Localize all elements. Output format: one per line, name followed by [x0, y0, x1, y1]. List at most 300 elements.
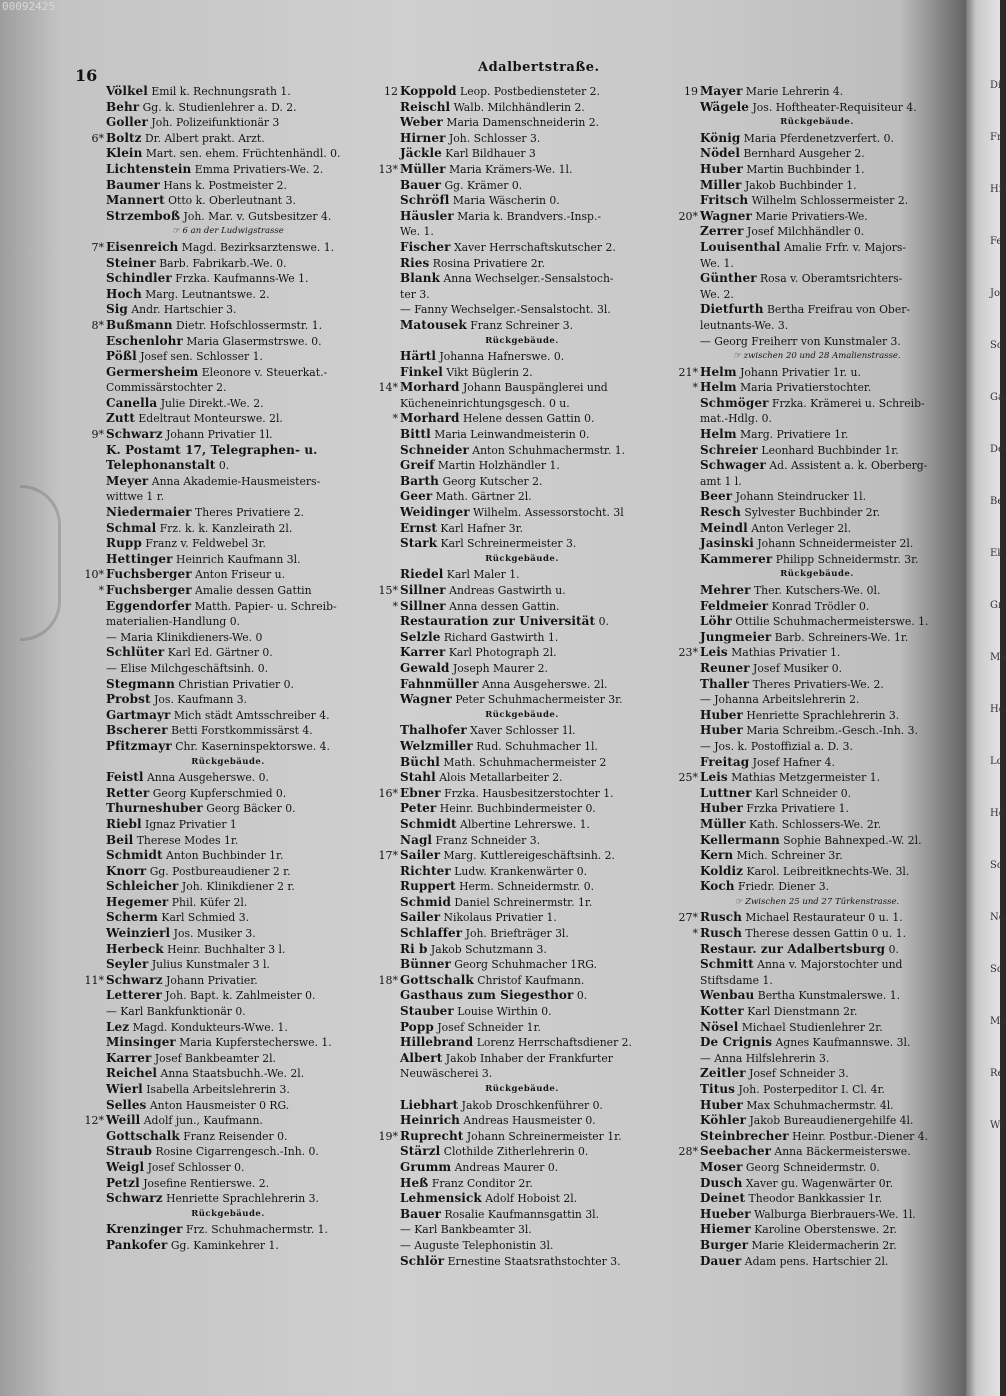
resident-details: Theres Privatiers-We. 2. — [749, 677, 884, 691]
resident-name: Welzmiller — [400, 738, 473, 753]
resident-details: Josef Schlosser 0. — [144, 1160, 245, 1174]
directory-entry — [78, 723, 378, 739]
resident-details: Emil k. Rechnungsrath 1. — [147, 85, 291, 98]
resident-name: Wagner — [400, 692, 452, 707]
directory-entry — [78, 318, 378, 334]
resident-name: Fuchsberger — [106, 583, 192, 597]
resident-details: Joh. Schlosser 3. — [445, 131, 541, 145]
house-number: 12 — [384, 85, 398, 98]
resident-details: Joh. Bapt. k. Zahlmeister 0. — [161, 989, 316, 1003]
resident-name: Ernst — [400, 520, 437, 535]
resident-name: Wagner — [700, 208, 752, 223]
resident-details: — Karl Bankbeamter 3l. — [400, 1223, 532, 1237]
house-number: 20* — [678, 209, 698, 223]
directory-entry — [78, 287, 378, 303]
resident-name: Peter — [400, 801, 437, 816]
resident-name: Nödel — [700, 146, 741, 161]
resident-name: Schmal — [106, 520, 157, 535]
resident-details: Anna Akademie-Hausmeisters- — [148, 474, 321, 488]
directory-entry — [372, 723, 672, 739]
directory-entry — [78, 131, 378, 147]
resident-name: Louisenthal — [700, 239, 781, 254]
directory-entry — [372, 521, 672, 537]
resident-name: K. Postamt 17, Telegraphen- u. — [106, 442, 318, 457]
resident-name: Feldmeier — [700, 598, 769, 613]
directory-entry — [672, 396, 962, 412]
resident-details: Theodor Bankkassier 1r. — [745, 1192, 883, 1206]
resident-name: Blank — [400, 271, 441, 286]
resident-name: Dauer — [700, 1253, 742, 1268]
resident-name: Probst — [106, 692, 151, 707]
directory-entry — [372, 973, 672, 989]
resident-details: Theres Privatiere 2. — [191, 506, 304, 520]
directory-entry — [372, 256, 672, 272]
directory-entry — [672, 146, 962, 162]
resident-details: Konrad Trödler 0. — [768, 599, 870, 613]
house-number: 28* — [678, 1145, 698, 1159]
resident-details: Bertha Freifrau von Ober- — [763, 303, 911, 317]
directory-entry — [78, 708, 378, 724]
resident-name: Weinzierl — [106, 926, 171, 941]
resident-details: Anton Buchbinder 1r. — [162, 849, 284, 863]
resident-details: Neuwäscherei 3. — [400, 1067, 493, 1081]
resident-details: Clothilde Zitherlehrerin 0. — [440, 1145, 589, 1159]
resident-details: Anton Verleger 2l. — [747, 521, 852, 535]
resident-name: Schleicher — [106, 879, 179, 894]
house-number: 23* — [678, 646, 698, 660]
directory-entry — [672, 645, 962, 661]
resident-details: Anna v. Majorstochter und — [753, 958, 903, 972]
directory-entry — [78, 84, 378, 100]
section-header: Rückgebäude. — [485, 335, 559, 346]
resident-details: Johann Privatier. — [162, 973, 258, 987]
resident-name: Dusch — [700, 1175, 743, 1190]
directory-entry — [78, 100, 378, 116]
resident-name: Moser — [700, 1159, 743, 1174]
resident-name: Canella — [106, 395, 158, 410]
house-number: * — [392, 599, 398, 613]
resident-details: Anton Hausmeister 0 RG. — [146, 1098, 290, 1112]
directory-entry — [372, 879, 672, 895]
resident-details: 0. — [595, 615, 609, 629]
resident-details: Rosalie Kaufmannsgattin 3l. — [441, 1207, 600, 1221]
directory-entry — [78, 1113, 378, 1129]
directory-entry — [372, 287, 672, 303]
resident-details: Gg. Kaminkehrer 1. — [167, 1238, 279, 1252]
resident-details: — Elise Milchgeschäftsinh. 0. — [106, 661, 269, 675]
resident-details: Wilhelm Schlossermeister 2. — [748, 194, 909, 208]
resident-details: Maria Privatierstochter. — [736, 381, 872, 395]
directory-entry — [672, 334, 962, 350]
resident-details: Hans k. Postmeister 2. — [159, 178, 287, 192]
resident-details: Johanna Hafnerswe. 0. — [436, 350, 565, 364]
resident-details: Rud. Schuhmacher 1l. — [472, 739, 598, 753]
resident-details: Jakob Droschkenführer 0. — [458, 1098, 603, 1112]
resident-name: Thaller — [700, 676, 750, 691]
resident-name: Schwager — [700, 458, 766, 473]
directory-entry — [372, 848, 672, 864]
directory-entry — [78, 848, 378, 864]
resident-name: Stark — [400, 536, 438, 551]
directory-entry — [78, 458, 378, 474]
resident-details: Therese dessen Gattin 0 u. 1. — [741, 927, 907, 941]
directory-entry — [672, 411, 962, 427]
directory-entry — [372, 349, 672, 365]
resident-details: — Anna Hilfslehrerin 3. — [700, 1051, 830, 1065]
directory-entry — [672, 240, 962, 256]
directory-entry — [372, 988, 672, 1004]
resident-details: Anna Ausgeherswe. 2l. — [478, 677, 608, 691]
directory-entry — [672, 271, 962, 287]
resident-name: Gewald — [400, 660, 450, 675]
directory-entry — [372, 84, 672, 100]
resident-name: Luttner — [700, 785, 752, 800]
resident-name: Beer — [700, 489, 733, 504]
directory-entry — [672, 755, 962, 771]
resident-name: Riebl — [106, 816, 142, 831]
resident-details: Karl Ed. Gärtner 0. — [164, 646, 273, 660]
directory-column-3 — [672, 84, 962, 1269]
resident-name: Koldiz — [700, 863, 744, 878]
resident-details: Henriette Sprachlehrerin 3. — [162, 1192, 319, 1206]
resident-details: Richard Gastwirth 1. — [440, 630, 559, 644]
resident-name: Kotter — [700, 1004, 744, 1019]
resident-details: Bertha Kunstmalerswe. 1. — [754, 989, 901, 1003]
directory-entry — [672, 474, 962, 490]
resident-details: Karl Hafner 3r. — [437, 521, 524, 535]
resident-name: Straub — [106, 1144, 153, 1159]
directory-entry — [78, 552, 378, 568]
directory-entry — [372, 1035, 672, 1051]
directory-entry — [672, 536, 962, 552]
resident-details: Anton Friseur u. — [191, 568, 286, 582]
directory-entry — [78, 661, 378, 677]
resident-details: Karol. Leibreitknechts-We. 3l. — [743, 864, 910, 878]
resident-details: Magd. Bezirksarztenswe. 1. — [178, 240, 335, 254]
directory-entry — [672, 1098, 962, 1114]
resident-name: Behr — [106, 99, 140, 114]
resident-name: Weidinger — [400, 505, 470, 520]
next-page-fragment: Jo — [990, 288, 1001, 299]
resident-name: Eggendorfer — [106, 598, 192, 613]
resident-details: Josef Musiker 0. — [749, 661, 843, 675]
resident-name: Müller — [400, 161, 446, 176]
resident-details: Sophie Bahnexped.-W. 2l. — [779, 833, 922, 847]
resident-details: Amalie dessen Gattin — [191, 584, 312, 597]
directory-entry — [372, 786, 672, 802]
directory-entry — [372, 645, 672, 661]
next-page-fragment: Ho — [990, 704, 1005, 715]
resident-details: Leonhard Buchbinder 1r. — [757, 443, 899, 457]
resident-details: Joh. Polizeifunktionär 3 — [147, 116, 280, 130]
resident-details: Bernhard Ausgeher 2. — [740, 147, 865, 161]
resident-details: Sylvester Buchbinder 2r. — [740, 506, 881, 520]
resident-details: Jos. Hoftheater-Requisiteur 4. — [749, 100, 917, 114]
directory-entry — [78, 240, 378, 256]
house-number: * — [98, 584, 104, 597]
house-number: 10* — [84, 568, 104, 582]
directory-entry — [672, 287, 962, 303]
directory-entry — [672, 178, 962, 194]
resident-name: Baumer — [106, 177, 160, 192]
resident-details: Maria Kupferstecherswe. 1. — [175, 1036, 332, 1050]
resident-name: Greif — [400, 458, 435, 473]
resident-details: Andr. Hartschier 3. — [127, 303, 237, 317]
directory-entry — [78, 396, 378, 412]
directory-entry — [78, 334, 378, 350]
directory-entry — [78, 801, 378, 817]
next-page-fragment: Ek — [990, 548, 1004, 559]
resident-details: Rosa v. Oberamtsrichters- — [756, 272, 903, 286]
resident-details: Josef Schneider 1r. — [433, 1020, 541, 1034]
directory-entry — [372, 396, 672, 412]
resident-details: Daniel Schreinermstr. 1r. — [450, 895, 593, 909]
directory-entry — [372, 209, 672, 225]
resident-name: Schreier — [700, 442, 758, 457]
resident-name: Boltz — [106, 130, 142, 145]
directory-entry — [372, 365, 672, 381]
resident-details: Franz Conditor 2r. — [428, 1176, 533, 1190]
resident-name: Kammerer — [700, 551, 773, 566]
resident-name: Fahnmüller — [400, 676, 479, 691]
directory-entry — [78, 193, 378, 209]
directory-entry — [672, 1222, 962, 1238]
directory-entry — [372, 833, 672, 849]
resident-details: Franz Reisender 0. — [179, 1129, 288, 1143]
resident-details: Georg Schneidermstr. 0. — [742, 1160, 880, 1174]
resident-name: Bünner — [400, 957, 451, 972]
resident-details: Julie Direkt.-We. 2. — [157, 396, 264, 410]
resident-details: Amalie Frfr. v. Majors- — [780, 240, 907, 254]
resident-details: Andreas Gastwirth u. — [445, 584, 566, 597]
directory-entry — [78, 910, 378, 926]
directory-entry — [372, 801, 672, 817]
resident-name: Zutt — [106, 411, 135, 426]
resident-details: Mich. Schreiner 3r. — [733, 849, 843, 863]
resident-details: — Johanna Arbeitslehrerin 2. — [700, 693, 860, 707]
resident-details: Julius Kunstmaler 3 l. — [148, 958, 270, 972]
resident-name: Selles — [106, 1097, 147, 1112]
resident-name: Schlör — [400, 1253, 445, 1268]
directory-entry — [78, 630, 378, 646]
resident-name: Krenzinger — [106, 1222, 183, 1237]
resident-name: Weigl — [106, 1159, 145, 1174]
directory-entry — [372, 1222, 672, 1238]
resident-name: Stegmann — [106, 676, 175, 691]
resident-details: Georg Schuhmacher 1RG. — [450, 958, 597, 972]
directory-entry — [372, 583, 672, 599]
directory-column-2 — [372, 84, 672, 1269]
cross-street-note: ☞ zwischen 20 und 28 Amalienstrasse. — [733, 351, 901, 362]
house-number: 19 — [684, 85, 698, 98]
directory-entry — [372, 536, 672, 552]
next-page-fragment: Re — [990, 1068, 1004, 1079]
resident-details: Stiftsdame 1. — [700, 973, 773, 987]
directory-entry — [672, 193, 962, 209]
house-number: 8* — [91, 318, 104, 332]
resident-details: Heinrich Kaufmann 3l. — [172, 552, 301, 566]
directory-entry — [372, 817, 672, 833]
resident-name: Freitag — [700, 754, 750, 769]
resident-details: Jakob Buchbinder 1. — [741, 178, 857, 192]
next-page-fragment: Fr — [990, 132, 1002, 143]
resident-details: Kath. Schlossers-We. 2r. — [745, 817, 882, 831]
resident-details: Rosina Privatiere 2r. — [429, 256, 546, 270]
resident-name: Löhr — [700, 614, 732, 629]
resident-name: Nösel — [700, 1019, 739, 1034]
resident-details: Frzka. Kaufmanns-We 1. — [171, 272, 309, 286]
resident-details: Franz Schreiner 3. — [466, 318, 574, 332]
resident-details: Wilhelm. Assessorstocht. 3l — [469, 506, 624, 520]
directory-entry — [372, 599, 672, 615]
directory-entry — [672, 505, 962, 521]
resident-name: Eisenreich — [106, 239, 179, 254]
page-title: Adalbertstraße. — [478, 60, 600, 75]
section-header: Rückgebäude. — [780, 117, 854, 128]
directory-entry — [672, 1020, 962, 1036]
resident-details: Martin Holzhändler 1. — [434, 459, 560, 473]
next-page-fragment: De — [990, 444, 1004, 455]
resident-name: Helm — [700, 380, 737, 395]
resident-details: Frz. Schuhmachermstr. 1. — [182, 1223, 328, 1237]
directory-entry — [372, 926, 672, 942]
resident-details: Anna Wechselger.-Sensalstoch- — [440, 272, 614, 286]
directory-entry — [372, 489, 672, 505]
resident-name: Häusler — [400, 208, 454, 223]
directory-entry — [372, 1066, 672, 1082]
directory-entry — [672, 365, 962, 381]
resident-details: Maria Pferdenetzverfert. 0. — [740, 131, 894, 145]
directory-entry — [672, 786, 962, 802]
resident-details: Johann Steindrucker 1l. — [732, 490, 867, 504]
directory-entry — [78, 115, 378, 131]
resident-details: Eleonore v. Steuerkat.- — [198, 365, 328, 379]
next-page-fragment: Hi — [990, 184, 1002, 195]
resident-details: Jos. Kaufmann 3. — [150, 693, 248, 707]
directory-entry — [672, 162, 962, 178]
directory-entry — [672, 1238, 962, 1254]
directory-entry — [672, 84, 962, 100]
directory-entry — [78, 1020, 378, 1036]
resident-name: Huber — [700, 707, 743, 722]
house-number: * — [692, 927, 698, 941]
resident-name: Stärzl — [400, 1144, 441, 1159]
resident-details: Maria Krämers-We. 1l. — [445, 162, 573, 176]
directory-entry — [372, 864, 672, 880]
resident-name: Schwarz — [106, 1191, 163, 1206]
directory-entry — [372, 224, 672, 240]
resident-details: Johann Privatier 1l. — [162, 428, 273, 442]
resident-details: Nikolaus Privatier 1. — [440, 911, 557, 925]
resident-name: Ebner — [400, 785, 441, 800]
resident-details: Frz. k. k. Kanzleirath 2l. — [156, 521, 293, 535]
resident-name: Schmidt — [106, 848, 163, 863]
resident-details: Josef Milchhändler 0. — [743, 225, 865, 239]
section-header: Rückgebäude. — [191, 756, 265, 767]
resident-name: Pfitzmayr — [106, 738, 172, 753]
next-page-fragment: Gr — [990, 600, 1003, 611]
resident-details: Mathias Privatier 1. — [727, 646, 841, 660]
directory-entry — [372, 755, 672, 771]
resident-name: Sillner — [400, 583, 446, 597]
resident-details: Frzka. Hausbesitzerstochter 1. — [440, 786, 614, 800]
resident-details: Josefine Rentierswe. 2. — [139, 1176, 270, 1190]
directory-entry — [672, 879, 962, 895]
resident-name: Restauration zur Universität — [400, 614, 596, 629]
resident-name: Matousek — [400, 317, 467, 332]
resident-name: Lehmensick — [400, 1191, 482, 1206]
resident-name: Eschenlohr — [106, 333, 183, 348]
resident-details: Franz v. Feldwebel 3r. — [141, 537, 266, 551]
resident-details: Jakob Schutzmann 3. — [427, 942, 547, 956]
resident-details: Barb. Schreiners-We. 1r. — [771, 630, 909, 644]
resident-details: Andreas Hausmeister 0. — [459, 1114, 596, 1128]
resident-name: Koch — [700, 879, 735, 894]
resident-details: Herm. Schneidermstr. 0. — [455, 880, 595, 894]
directory-entry — [78, 505, 378, 521]
resident-details: — Auguste Telephonistin 3l. — [400, 1238, 554, 1252]
resident-name: Titus — [700, 1082, 736, 1096]
next-page-fragment: Wi — [990, 1120, 1004, 1131]
page-number: 16 — [75, 66, 98, 85]
directory-entry — [672, 1051, 962, 1067]
directory-entry — [672, 1176, 962, 1192]
resident-details: Xaver Herrschaftskutscher 2. — [450, 240, 616, 254]
directory-entry — [672, 100, 962, 116]
resident-details: Heinr. Buchhalter 3 l. — [163, 942, 286, 956]
resident-name: Huber — [700, 1097, 743, 1112]
directory-entry — [78, 864, 378, 880]
house-number: 18* — [378, 973, 398, 987]
resident-details: Karl Maler 1. — [443, 568, 520, 582]
resident-name: Popp — [400, 1019, 434, 1034]
resident-details: Marie Kleidermacherin 2r. — [748, 1238, 897, 1252]
directory-entry — [78, 427, 378, 443]
resident-name: Stahl — [400, 770, 436, 785]
resident-details: Xaver gu. Wagenwärter 0r. — [742, 1176, 894, 1190]
house-number: 7* — [91, 240, 104, 254]
resident-name: Germersheim — [106, 364, 199, 379]
resident-details: Anna dessen Gattin. — [445, 599, 560, 613]
directory-entry — [78, 770, 378, 786]
directory-entry — [372, 318, 672, 334]
directory-entry — [372, 614, 672, 630]
directory-entry — [372, 505, 672, 521]
directory-entry — [78, 271, 378, 287]
directory-entry — [78, 833, 378, 849]
resident-name: Niedermaier — [106, 505, 192, 520]
resident-details: Josef sen. Schlosser 1. — [136, 350, 263, 364]
directory-entry — [372, 1191, 672, 1207]
resident-details: 0. — [885, 942, 899, 956]
directory-entry — [78, 411, 378, 427]
resident-name: Leis — [700, 770, 728, 785]
directory-entry — [78, 178, 378, 194]
directory-entry — [372, 1144, 672, 1160]
resident-details: ter 3. — [400, 287, 430, 301]
next-page-edge — [966, 0, 1003, 1396]
resident-name: Fritsch — [700, 193, 749, 208]
resident-details: Henriette Sprachlehrerin 3. — [742, 708, 900, 722]
resident-name: Huber — [700, 801, 743, 816]
resident-details: Christof Kaufmann. — [473, 973, 585, 987]
resident-name: Thalhofer — [400, 723, 467, 738]
directory-entry — [672, 224, 962, 240]
resident-details: mat.-Hdlg. 0. — [700, 412, 772, 426]
resident-details: Rosine Cigarrengesch.-Inh. 0. — [152, 1145, 319, 1159]
directory-entry — [78, 1129, 378, 1145]
directory-entry — [672, 848, 962, 864]
